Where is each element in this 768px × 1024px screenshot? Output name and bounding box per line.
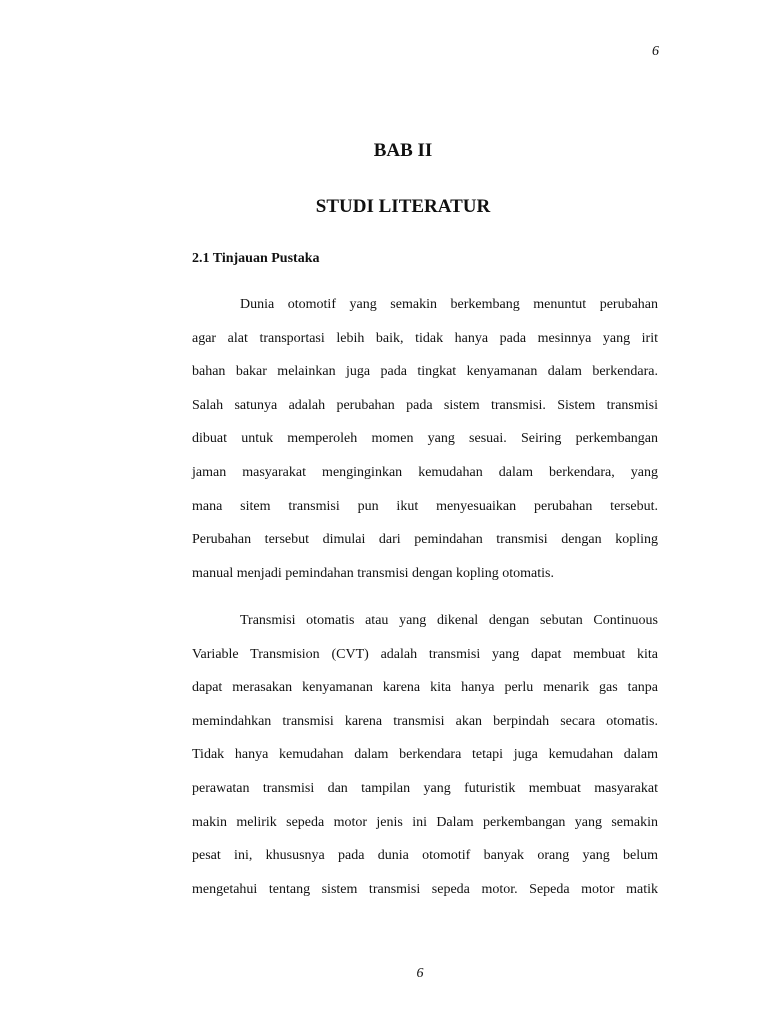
- paragraph-1: [192, 288, 658, 590]
- section-heading: 2.1 Tinjauan Pustaka: [192, 251, 320, 266]
- paragraph-2: [192, 604, 658, 906]
- paragraph-line: Variable Transmision (CVT) adalah transmisi yang dapat membuat kita: [192, 646, 658, 662]
- paragraph-line: dibuat untuk memperoleh momen yang sesuai. Seiring perkembangan: [192, 431, 658, 447]
- paragraph-line: Perubahan tersebut dimulai dari pemindahan transmisi dengan kopling: [192, 532, 658, 548]
- paragraph-line: Salah satunya adalah perubahan pada sistem transmisi. Sistem transmisi: [192, 397, 658, 413]
- paragraph-line: perawatan transmisi dan tampilan yang futuristik membuat masyarakat: [192, 780, 658, 796]
- paragraph-line: pesat ini, khususnya pada dunia otomotif banyak orang yang belum: [192, 848, 658, 864]
- paragraph-line: dapat merasakan kenyamanan karena kita hanya perlu menarik gas tanpa: [192, 680, 658, 696]
- paragraph-line: Tidak hanya kemudahan dalam berkendara tetapi juga kemudahan dalam: [192, 747, 658, 763]
- chapter-title: STUDI LITERATUR: [315, 196, 491, 217]
- page-number-top: 6: [652, 44, 659, 59]
- paragraph-line: manual menjadi pemindahan transmisi dengan kopling otomatis.: [192, 565, 554, 581]
- paragraph-line: memindahkan transmisi karena transmisi akan berpindah secara otomatis.: [192, 713, 658, 729]
- page-number-bottom: 6: [416, 966, 424, 981]
- paragraph-line: Transmisi otomatis atau yang dikenal dengan sebutan Continuous: [240, 613, 658, 628]
- paragraph-line: Dunia otomotif yang semakin berkembang menuntut perubahan: [240, 297, 658, 312]
- paragraph-line: agar alat transportasi lebih baik, tidak hanya pada mesinnya yang irit: [192, 330, 658, 346]
- paragraph-line: mana sitem transmisi pun ikut menyesuaikan perubahan tersebut.: [192, 498, 658, 514]
- paragraph-line: makin melirik sepeda motor jenis ini Dalam perkembangan yang semakin: [192, 814, 658, 830]
- chapter-label: BAB II: [373, 140, 433, 161]
- paragraph-line: bahan bakar melainkan juga pada tingkat kenyamanan dalam berkendara.: [192, 364, 658, 380]
- paragraph-line: jaman masyarakat menginginkan kemudahan dalam berkendara, yang: [192, 464, 658, 480]
- paragraph-line: mengetahui tentang sistem transmisi sepeda motor. Sepeda motor matik: [192, 881, 658, 897]
